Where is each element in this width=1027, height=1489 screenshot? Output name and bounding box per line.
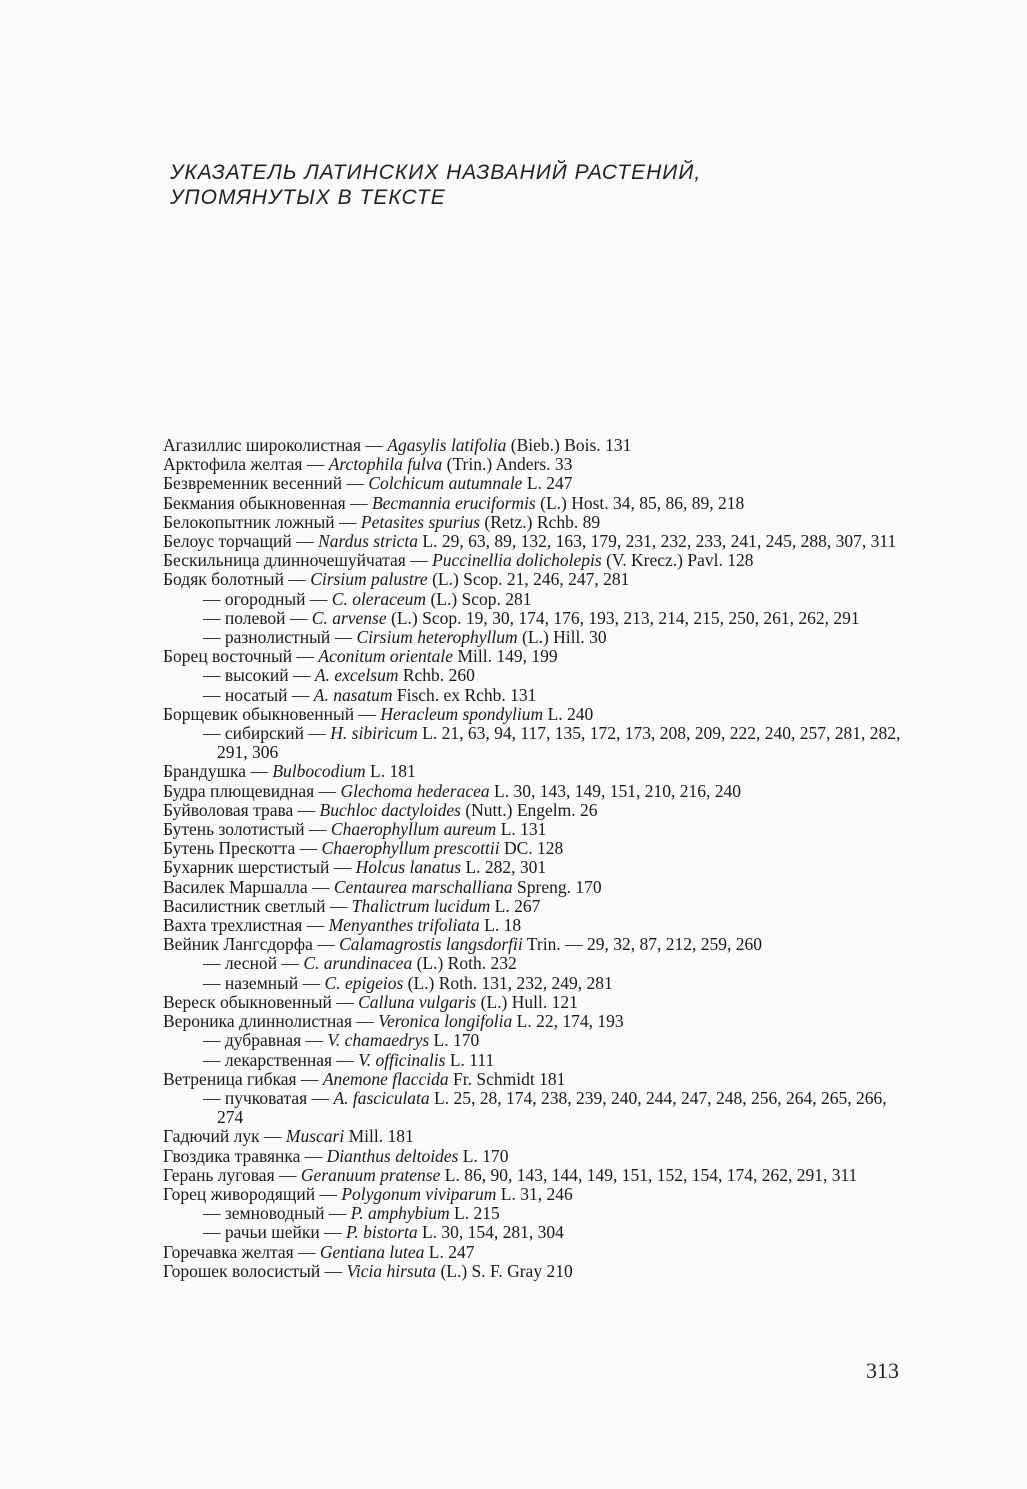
russian-name: Ветреница гибкая — bbox=[163, 1068, 323, 1089]
author-citation: L. bbox=[490, 895, 515, 916]
latin-name: P. bistorta bbox=[345, 1222, 418, 1243]
index-entry bbox=[163, 974, 915, 993]
author-citation: L. bbox=[496, 819, 521, 840]
index-entry bbox=[163, 1243, 915, 1262]
index-entry bbox=[163, 609, 915, 628]
russian-name: Бутень золотистый — bbox=[163, 819, 331, 840]
author-citation: L. bbox=[429, 1030, 453, 1051]
author-citation: L. bbox=[449, 1203, 474, 1224]
latin-name: Aconitum orientale bbox=[318, 646, 454, 667]
index-entry bbox=[163, 705, 915, 724]
page-references: 181 bbox=[387, 1126, 414, 1147]
author-citation: L. bbox=[458, 1145, 483, 1166]
index-entry bbox=[163, 801, 915, 820]
author-citation: DC. bbox=[499, 838, 538, 859]
page-references: 181 bbox=[539, 1068, 566, 1089]
russian-name: Бескильница длинночешуйчатая — bbox=[163, 550, 433, 571]
page-references: 170 bbox=[482, 1145, 509, 1166]
index-entry bbox=[163, 666, 915, 685]
latin-name: Agasylis latifolia bbox=[387, 435, 507, 455]
index-entry bbox=[163, 436, 915, 455]
author-citation: Fr. Schmidt bbox=[448, 1068, 540, 1089]
page-number: 313 bbox=[866, 1358, 899, 1383]
latin-name: C. arundinacea bbox=[303, 953, 413, 974]
russian-name: Будра плющевидная — bbox=[163, 780, 341, 801]
russian-name: Белокопытник ложный — bbox=[163, 511, 361, 532]
page-references: 232 bbox=[490, 953, 517, 974]
russian-name: Бутень Прескотта — bbox=[163, 838, 322, 859]
page-references: 131 bbox=[605, 435, 632, 455]
russian-name: Герань луговая — bbox=[163, 1164, 301, 1185]
latin-name: P. amphybium bbox=[350, 1203, 450, 1224]
author-citation: L. bbox=[479, 915, 504, 936]
index-entry bbox=[163, 782, 915, 801]
index-entry bbox=[163, 494, 915, 513]
index-entry bbox=[163, 513, 915, 532]
page-references: 19, 30, 174, 176, 193, 213, 214, 215, 250, 261, 262, 291 bbox=[465, 607, 860, 628]
page-references: 121 bbox=[551, 991, 578, 1012]
russian-name: Арктофила желтая — bbox=[163, 454, 329, 475]
author-citation: L. bbox=[429, 1087, 454, 1108]
index-entry bbox=[163, 532, 915, 551]
author-citation: L. bbox=[512, 1011, 537, 1032]
page-references: 267 bbox=[514, 895, 541, 916]
index-entry bbox=[163, 647, 915, 666]
author-citation: L. bbox=[417, 723, 442, 744]
latin-name: Calluna vulgaris bbox=[358, 991, 477, 1012]
author-citation: Fisch. ex Rchb. bbox=[392, 684, 511, 705]
russian-name: — пучковатая — bbox=[203, 1087, 334, 1108]
plant-index-list bbox=[163, 436, 915, 1281]
author-citation: L. bbox=[522, 473, 547, 494]
latin-name: Chaerophyllum prescottii bbox=[321, 838, 500, 859]
latin-name: Colchicum autumnale bbox=[368, 473, 523, 494]
latin-name: H. sibiricum bbox=[330, 723, 418, 744]
page-references: 281 bbox=[505, 588, 532, 609]
author-citation: Spreng. bbox=[512, 876, 576, 897]
russian-name: — носатый — bbox=[203, 684, 314, 705]
page-references: 25, 28, 174, 238, 239, 240, 244, 247, 248, 256, 264, 265, 266, 274 bbox=[217, 1087, 887, 1128]
russian-name: Агазиллис широколистная — bbox=[163, 435, 388, 455]
page-references: 31, 246 bbox=[520, 1183, 573, 1204]
page-references: 128 bbox=[537, 838, 564, 859]
russian-name: Вахта трехлистная — bbox=[163, 915, 329, 936]
page-references: 33 bbox=[554, 454, 573, 475]
page-references: 210 bbox=[546, 1260, 573, 1281]
latin-name: Holcus lanatus bbox=[355, 857, 462, 878]
latin-name: Petasites spurius bbox=[360, 511, 481, 532]
latin-name: Centaurea marschalliana bbox=[333, 876, 513, 897]
author-citation: L. bbox=[445, 1049, 470, 1070]
author-citation: (L.) S. F. Gray bbox=[436, 1260, 547, 1281]
russian-name: Бодяк болотный — bbox=[163, 569, 311, 590]
latin-name: V. chamaedrys bbox=[327, 1030, 430, 1051]
page-references: 26 bbox=[580, 799, 598, 820]
index-entry bbox=[163, 935, 915, 954]
russian-name: — разнолистный — bbox=[203, 627, 357, 648]
russian-name: — лесной — bbox=[203, 953, 304, 974]
author-citation: L. bbox=[461, 857, 485, 878]
index-entry bbox=[163, 1089, 915, 1127]
index-entry bbox=[163, 762, 915, 781]
russian-name: Гадючий лук — bbox=[163, 1126, 286, 1147]
author-citation: Rchb. bbox=[398, 665, 449, 686]
latin-name: Dianthus deltoides bbox=[326, 1145, 459, 1166]
latin-name: Bulbocodium bbox=[272, 761, 366, 782]
author-citation: (Trin.) Anders. bbox=[442, 454, 555, 475]
page-references: 170 bbox=[453, 1030, 480, 1051]
russian-name: — высокий — bbox=[203, 665, 315, 686]
author-citation: L. bbox=[440, 1164, 465, 1185]
index-entry bbox=[163, 916, 915, 935]
latin-name: Buchloc dactyloides bbox=[319, 799, 461, 820]
author-citation: L. bbox=[496, 1183, 521, 1204]
author-citation: (V. Krecz.) Pavl. bbox=[601, 550, 728, 571]
russian-name: Вероника длиннолистная — bbox=[163, 1011, 379, 1032]
latin-name: A. excelsum bbox=[314, 665, 399, 686]
index-entry bbox=[163, 897, 915, 916]
author-citation: (L.) Roth. bbox=[412, 953, 491, 974]
russian-name: Брандушка — bbox=[163, 761, 273, 782]
latin-name: Glechoma hederacea bbox=[340, 780, 490, 801]
latin-name: Cirsium heterophyllum bbox=[356, 627, 518, 648]
russian-name: Буйволовая трава — bbox=[163, 799, 320, 820]
page-references: 21, 63, 94, 117, 135, 172, 173, 208, 209, 222, 240, 257, 281, 282, 291, 306 bbox=[217, 723, 901, 763]
index-entry bbox=[163, 1185, 915, 1204]
russian-name: — рачьи шейки — bbox=[203, 1222, 346, 1243]
index-entry bbox=[163, 724, 915, 762]
index-entry bbox=[163, 878, 915, 897]
page-references: 240 bbox=[567, 703, 594, 724]
index-entry bbox=[163, 1051, 915, 1070]
russian-name: Горошек волосистый — bbox=[163, 1260, 347, 1281]
page-references: 34, 85, 86, 89, 218 bbox=[613, 492, 745, 513]
page-references: 29, 63, 89, 132, 163, 179, 231, 232, 233, 241, 245, 288, 307, 311 bbox=[441, 531, 897, 552]
page-references: 247 bbox=[448, 1241, 475, 1262]
page-references: 89 bbox=[582, 511, 601, 532]
author-citation: (L.) Hill. bbox=[517, 627, 590, 648]
author-citation: L. bbox=[417, 1222, 442, 1243]
latin-name: Veronica longifolia bbox=[378, 1011, 513, 1032]
page-references: 215 bbox=[473, 1203, 500, 1224]
author-citation: L. bbox=[365, 761, 390, 782]
index-entry bbox=[163, 858, 915, 877]
russian-name: Горец живородящий — bbox=[163, 1183, 342, 1204]
page-references: 181 bbox=[389, 761, 416, 782]
russian-name: Вереск обыкновенный — bbox=[163, 991, 359, 1012]
page-references: 131, 232, 249, 281 bbox=[481, 972, 613, 993]
russian-name: — лекарственная — bbox=[203, 1049, 359, 1070]
latin-name: C. oleraceum bbox=[331, 588, 427, 609]
russian-name: Василистник светлый — bbox=[163, 895, 352, 916]
index-entry bbox=[163, 954, 915, 973]
index-entry bbox=[163, 628, 915, 647]
author-citation: Mill. bbox=[453, 646, 497, 667]
russian-name: Бухарник шерстистый — bbox=[163, 857, 356, 878]
page-references: 247 bbox=[546, 473, 573, 494]
index-entry bbox=[163, 455, 915, 474]
author-citation: (L.) Scop. bbox=[386, 607, 466, 628]
russian-name: — полевой — bbox=[203, 607, 312, 628]
latin-name: Thalictrum lucidum bbox=[351, 895, 491, 916]
page-references: 29, 32, 87, 212, 259, 260 bbox=[586, 934, 762, 955]
page-references: 260 bbox=[448, 665, 475, 686]
index-entry bbox=[163, 1223, 915, 1242]
latin-name: A. fasciculata bbox=[333, 1087, 430, 1108]
russian-name: Вейник Лангсдорфа — bbox=[163, 934, 340, 955]
author-citation: (L.) Host. bbox=[535, 492, 614, 513]
latin-name: C. epigeios bbox=[324, 972, 404, 993]
russian-name: Борщевик обыкновенный — bbox=[163, 703, 381, 724]
author-citation: L. bbox=[424, 1241, 449, 1262]
latin-name: Geranuum pratense bbox=[300, 1164, 441, 1185]
russian-name: Бекмания обыкновенная — bbox=[163, 492, 372, 513]
page-references: 131 bbox=[510, 684, 537, 705]
index-entry bbox=[163, 839, 915, 858]
latin-name: Anemone flaccida bbox=[322, 1068, 449, 1089]
author-citation: (Nutt.) Engelm. bbox=[460, 799, 581, 820]
russian-name: Гвоздика травянка — bbox=[163, 1145, 327, 1166]
russian-name: — огородный — bbox=[203, 588, 332, 609]
russian-name: Горечавка желтая — bbox=[163, 1241, 320, 1262]
page-title bbox=[170, 160, 930, 210]
page-references: 30, 154, 281, 304 bbox=[441, 1222, 564, 1243]
page-references: 30 bbox=[589, 627, 607, 648]
latin-name: Chaerophyllum aureum bbox=[330, 819, 497, 840]
author-citation: (L.) Scop. bbox=[427, 569, 507, 590]
page-references: 18 bbox=[503, 915, 522, 936]
page-references: 149, 199 bbox=[496, 646, 558, 667]
latin-name: Polygonum viviparum bbox=[341, 1183, 497, 1204]
index-entry bbox=[163, 1012, 915, 1031]
index-entry bbox=[163, 1031, 915, 1050]
author-citation: L. bbox=[543, 703, 568, 724]
author-citation: (L.) Scop. bbox=[426, 588, 506, 609]
russian-name: — земноводный — bbox=[203, 1203, 351, 1224]
latin-name: Vicia hirsuta bbox=[346, 1260, 437, 1281]
index-entry bbox=[163, 1166, 915, 1185]
page-references: 170 bbox=[575, 876, 602, 897]
latin-name: Nardus stricta bbox=[318, 531, 419, 552]
latin-name: Becmannia eruciformis bbox=[371, 492, 536, 513]
author-citation: (Bieb.) Bois. bbox=[506, 435, 606, 455]
russian-name: Борец восточный — bbox=[163, 646, 319, 667]
russian-name: — сибирский — bbox=[203, 723, 331, 744]
latin-name: A. nasatum bbox=[313, 684, 393, 705]
author-citation: Mill. bbox=[344, 1126, 388, 1147]
page-references: 21, 246, 247, 281 bbox=[506, 569, 630, 590]
index-entry bbox=[163, 551, 915, 570]
title-line-1: УКАЗАТЕЛЬ ЛАТИНСКИХ НАЗВАНИЙ РАСТЕНИЙ, bbox=[170, 161, 702, 184]
author-citation: Trin. — bbox=[522, 934, 587, 955]
page-references: 128 bbox=[727, 550, 754, 571]
russian-name: Василек Маршалла — bbox=[163, 876, 334, 897]
latin-name: Gentiana lutea bbox=[319, 1241, 425, 1262]
latin-name: Heracleum spondylium bbox=[380, 703, 544, 724]
page-references: 86, 90, 143, 144, 149, 151, 152, 154, 174, 262, 291, 311 bbox=[464, 1164, 858, 1185]
author-citation: (L.) Hull. bbox=[476, 991, 552, 1012]
latin-name: Arctophila fulva bbox=[328, 454, 443, 475]
index-entry bbox=[163, 1127, 915, 1146]
russian-name: — дубравная — bbox=[203, 1030, 328, 1051]
latin-name: V. officinalis bbox=[358, 1049, 446, 1070]
page-references: 111 bbox=[469, 1049, 495, 1070]
russian-name: Белоус торчащий — bbox=[163, 531, 319, 552]
index-entry bbox=[163, 474, 915, 493]
index-entry bbox=[163, 1262, 915, 1281]
index-entry bbox=[163, 1147, 915, 1166]
page-references: 131 bbox=[520, 819, 547, 840]
index-entry bbox=[163, 686, 915, 705]
russian-name: Безвременник весенний — bbox=[163, 473, 369, 494]
author-citation: L. bbox=[489, 780, 514, 801]
index-entry bbox=[163, 1070, 915, 1089]
author-citation: L. bbox=[418, 531, 442, 552]
index-entry bbox=[163, 570, 915, 589]
author-citation: (L.) Roth. bbox=[403, 972, 482, 993]
latin-name: Menyanthes trifoliata bbox=[328, 915, 480, 936]
latin-name: Muscari bbox=[285, 1126, 345, 1147]
page-references: 22, 174, 193 bbox=[536, 1011, 624, 1032]
index-entry bbox=[163, 1204, 915, 1223]
index-entry bbox=[163, 590, 915, 609]
russian-name: — наземный — bbox=[203, 972, 325, 993]
latin-name: Calamagrostis langsdorfii bbox=[339, 934, 523, 955]
page-references: 30, 143, 149, 151, 210, 216, 240 bbox=[513, 780, 741, 801]
title-line-2: УПОМЯНУТЫХ В ТЕКСТЕ bbox=[170, 186, 446, 209]
latin-name: Cirsium palustre bbox=[310, 569, 428, 590]
author-citation: (Retz.) Rchb. bbox=[480, 511, 583, 532]
index-entry bbox=[163, 993, 915, 1012]
latin-name: C. arvense bbox=[311, 607, 387, 628]
index-entry bbox=[163, 820, 915, 839]
latin-name: Puccinellia dolicholepis bbox=[432, 550, 602, 571]
page-references: 282, 301 bbox=[484, 857, 547, 878]
